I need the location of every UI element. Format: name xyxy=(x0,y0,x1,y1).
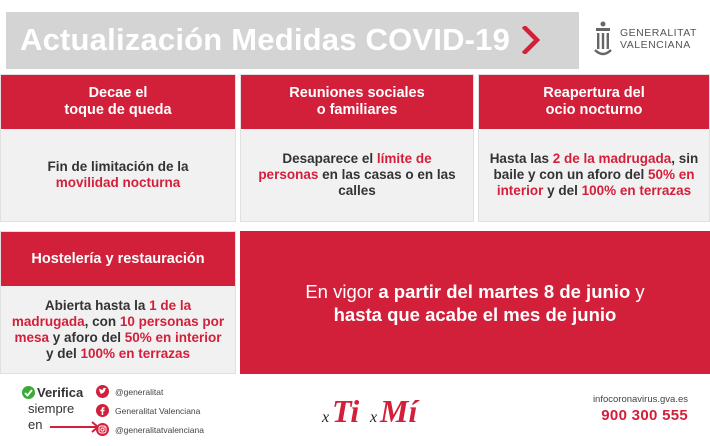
text-normal: , sin baile y con un aforo del xyxy=(493,151,699,182)
text-highlight: 50% en interior xyxy=(124,329,222,345)
check-icon xyxy=(22,386,35,399)
banner-text xyxy=(305,280,644,326)
card-header xyxy=(1,75,235,129)
verifica-block xyxy=(22,384,92,438)
text-normal: Fin de limitación de la xyxy=(47,159,189,174)
card-social-gatherings xyxy=(240,74,474,222)
card-title xyxy=(289,85,424,119)
text-normal: Desaparece el xyxy=(282,151,377,166)
campaign-x1: x xyxy=(322,409,330,426)
card-header xyxy=(241,75,473,129)
twitter-icon xyxy=(96,385,109,398)
banner-pre: En vigor xyxy=(305,280,379,302)
text-highlight: 1 de la madrugada xyxy=(11,297,192,329)
campaign-mi: Mí xyxy=(380,393,418,429)
logo-text xyxy=(620,27,697,51)
campaign-logo-xtimi xyxy=(320,388,424,432)
banner-mid: y xyxy=(630,280,645,302)
social-text: @generalitat xyxy=(115,386,164,397)
social-links xyxy=(96,382,236,439)
card-hospitality xyxy=(0,231,236,374)
text-highlight: movilidad nocturna xyxy=(55,175,181,190)
text-normal: y del xyxy=(543,183,582,198)
page-title: Actualización Medidas COVID-19 xyxy=(20,22,511,57)
card-title xyxy=(543,85,645,119)
card-text xyxy=(251,151,463,199)
footer xyxy=(0,378,710,446)
banner-bold: a partir del martes 8 de junio xyxy=(378,280,631,302)
logo-line2: VALENCIANA xyxy=(620,39,691,51)
text-highlight: 50% en interior xyxy=(496,167,695,198)
text-normal: y aforo del xyxy=(48,329,125,345)
instagram-icon xyxy=(96,423,109,436)
text-highlight: 100% en terrazas xyxy=(581,183,692,198)
card-body xyxy=(479,129,709,221)
card-title-line2: toque de queda xyxy=(64,102,172,118)
card-title-line1: Decae el xyxy=(88,85,148,101)
coat-of-arms-icon xyxy=(592,20,614,58)
card-title-line2: o familiares xyxy=(316,102,398,118)
text-normal: en las casas o en las calles xyxy=(318,167,456,198)
campaign-x2: x xyxy=(370,409,378,426)
card-header xyxy=(479,75,709,129)
card-header xyxy=(1,232,235,286)
card-body xyxy=(1,286,235,373)
card-nightlife xyxy=(478,74,710,222)
facebook-icon xyxy=(96,404,109,417)
text-normal: Hasta las xyxy=(489,151,553,166)
banner-line2: hasta que acabe el mes de junio xyxy=(333,303,617,325)
card-title: Hostelería y restauración xyxy=(31,250,205,267)
social-text: Generalitat Valenciana xyxy=(115,405,201,416)
text-highlight: 10 personas por mesa xyxy=(14,313,225,345)
text-normal: Abierta hasta la xyxy=(44,297,150,313)
text-normal: , con xyxy=(84,313,120,329)
verifica-title: Verifica xyxy=(37,385,84,400)
social-link-instagram[interactable] xyxy=(96,420,236,439)
phone-number[interactable]: 900 300 555 xyxy=(601,407,688,424)
card-body xyxy=(1,129,235,221)
generalitat-logo xyxy=(592,18,704,62)
text-normal: y del xyxy=(45,345,81,361)
effective-date-banner xyxy=(240,231,710,374)
card-text xyxy=(489,151,699,199)
text-highlight: 2 de la madrugada xyxy=(552,151,672,166)
social-text: @generalitatvalenciana xyxy=(115,424,204,435)
social-link-facebook[interactable] xyxy=(96,401,236,420)
card-title xyxy=(64,85,171,119)
chevron-right-icon xyxy=(517,26,545,54)
contact-block xyxy=(593,394,688,424)
campaign-ti: Ti xyxy=(332,393,360,429)
website-link[interactable]: infocoronavirus.gva.es xyxy=(592,394,688,405)
text-highlight: límite de personas xyxy=(258,151,432,182)
card-curfew xyxy=(0,74,236,222)
card-body xyxy=(241,129,473,221)
logo-line1: GENERALITAT xyxy=(620,27,697,39)
text-highlight: 100% en terrazas xyxy=(80,345,191,361)
card-title-line2: ocio nocturno xyxy=(545,102,643,118)
verifica-line2: siempre xyxy=(28,401,75,416)
arrow-right-icon xyxy=(50,420,102,434)
card-text xyxy=(47,159,188,191)
card-title-line1: Reapertura del xyxy=(543,85,645,101)
card-title-line1: Reuniones sociales xyxy=(289,85,425,101)
card-text xyxy=(11,298,225,362)
social-link-twitter[interactable] xyxy=(96,382,236,401)
title-bar xyxy=(6,12,579,69)
verifica-line3: en xyxy=(28,417,43,432)
